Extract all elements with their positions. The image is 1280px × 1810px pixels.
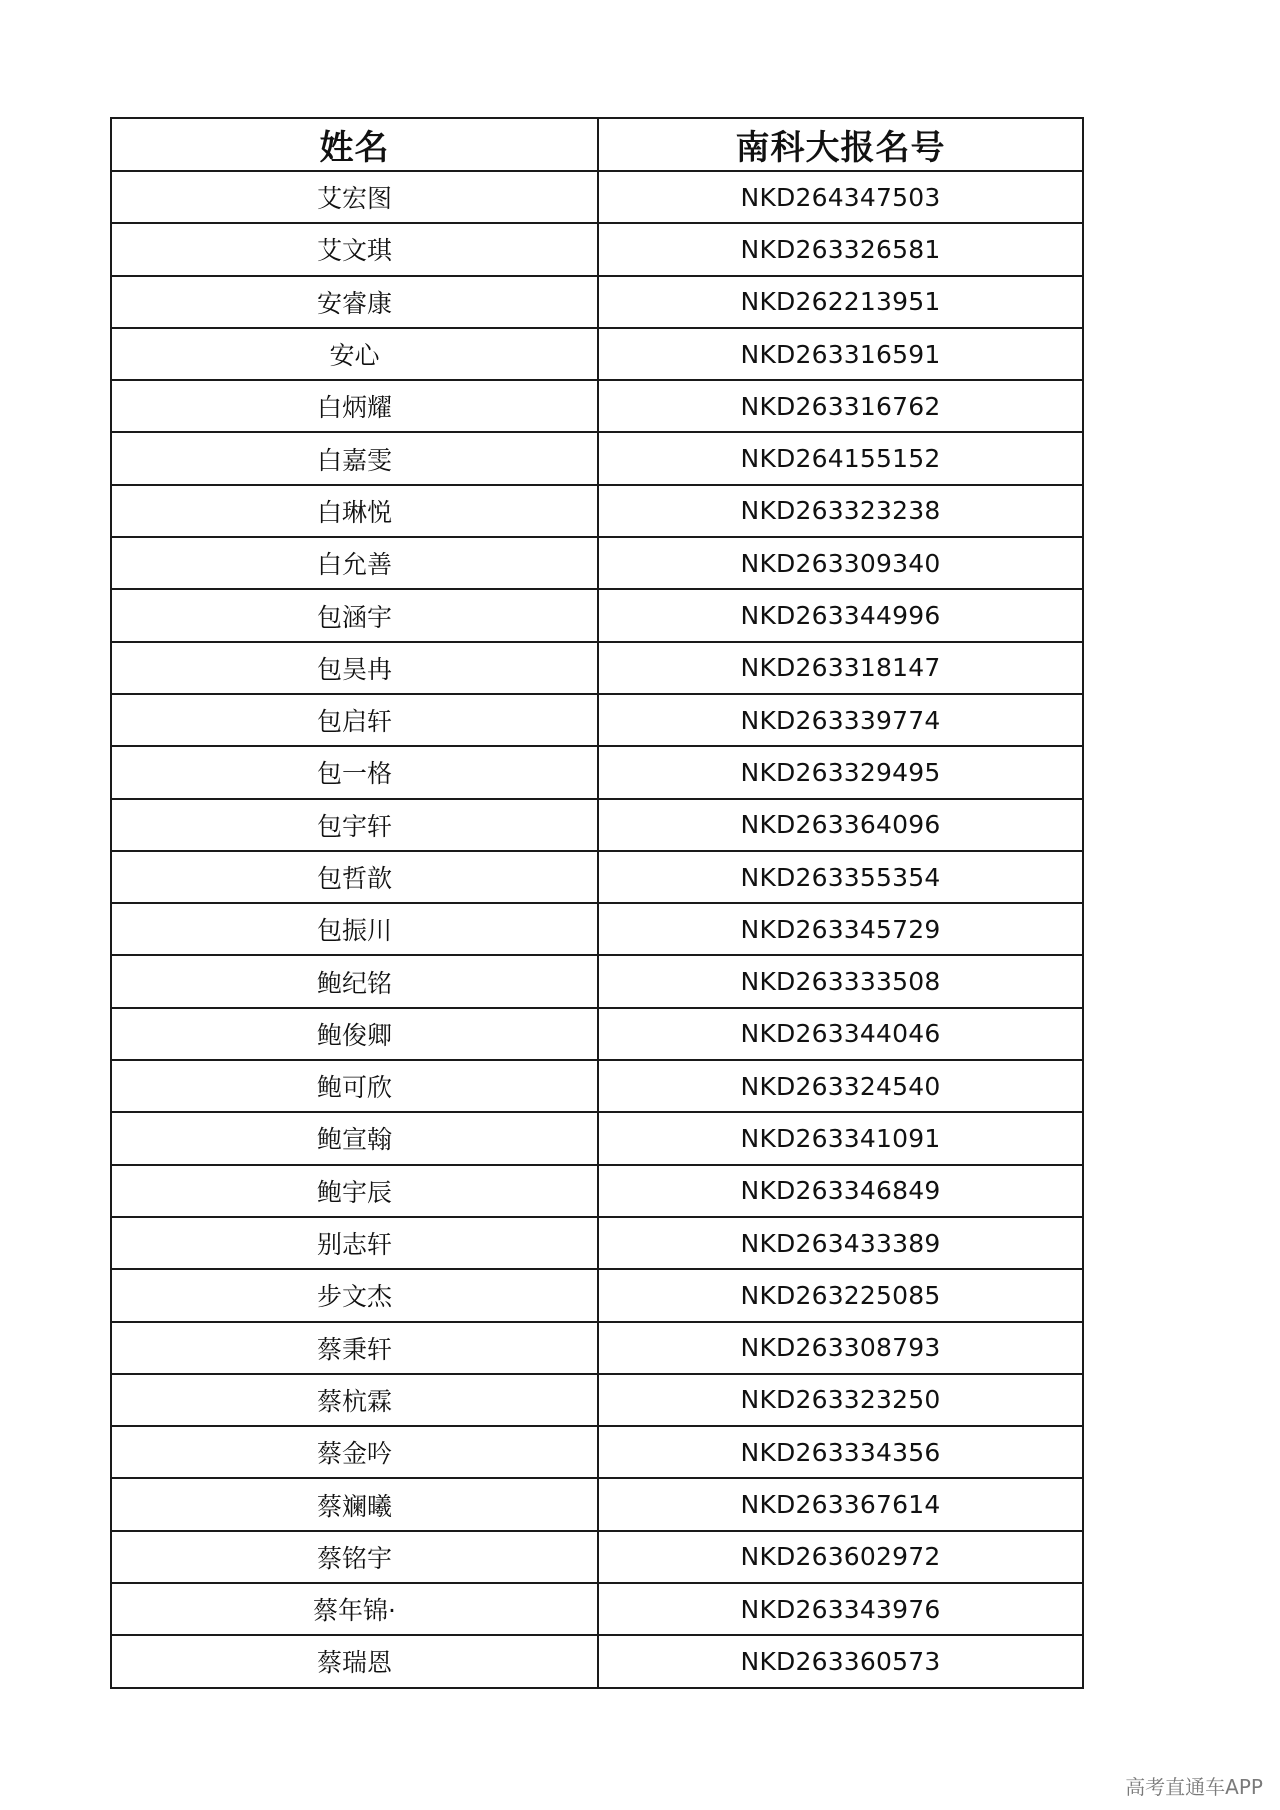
- table-row: [111, 1583, 1083, 1635]
- table-header-row: [111, 118, 1083, 171]
- registration-number-cell: NKD263324540: [598, 1060, 1083, 1112]
- registration-number-cell: NKD263341091: [598, 1112, 1083, 1164]
- registration-number-cell: NKD263334356: [598, 1426, 1083, 1478]
- registration-number-cell: NKD263344046: [598, 1008, 1083, 1060]
- table-row: [111, 276, 1083, 328]
- table-row: [111, 955, 1083, 1007]
- student-name-cell: 安睿康: [111, 276, 598, 328]
- registration-number-cell: NKD263433389: [598, 1217, 1083, 1269]
- table-row: [111, 1165, 1083, 1217]
- table-row: [111, 485, 1083, 537]
- registration-number-cell: NKD263355354: [598, 851, 1083, 903]
- registration-number-cell: NKD263343976: [598, 1583, 1083, 1635]
- registration-number-cell: NKD263333508: [598, 955, 1083, 1007]
- table-row: [111, 328, 1083, 380]
- registration-number-cell: NKD263323250: [598, 1374, 1083, 1426]
- student-name-cell: 包一格: [111, 746, 598, 798]
- student-name-cell: 蔡秉轩: [111, 1322, 598, 1374]
- table-row: [111, 903, 1083, 955]
- student-name-cell: 步文杰: [111, 1269, 598, 1321]
- registration-number-cell: NKD263367614: [598, 1478, 1083, 1530]
- student-name-cell: 包哲歆: [111, 851, 598, 903]
- student-name-cell: 安心: [111, 328, 598, 380]
- table-row: [111, 799, 1083, 851]
- registration-number-cell: NKD263339774: [598, 694, 1083, 746]
- registration-number-cell: NKD262213951: [598, 276, 1083, 328]
- table-row: [111, 851, 1083, 903]
- table-row: [111, 1374, 1083, 1426]
- registration-number-cell: NKD263323238: [598, 485, 1083, 537]
- student-name-cell: 艾宏图: [111, 171, 598, 223]
- registration-number-cell: NKD263308793: [598, 1322, 1083, 1374]
- registration-number-cell: NKD263316591: [598, 328, 1083, 380]
- student-name-cell: 白炳耀: [111, 380, 598, 432]
- student-name-cell: 白琳悦: [111, 485, 598, 537]
- table-row: [111, 1478, 1083, 1530]
- column-header-registration-number: 南科大报名号: [598, 118, 1083, 171]
- table-row: [111, 1060, 1083, 1112]
- student-name-cell: 鲍俊卿: [111, 1008, 598, 1060]
- student-name-cell: 鲍可欣: [111, 1060, 598, 1112]
- admission-roster-table: [110, 117, 1084, 1689]
- student-name-cell: 包昊冉: [111, 642, 598, 694]
- table-row: [111, 1112, 1083, 1164]
- student-name-cell: 蔡铭宇: [111, 1531, 598, 1583]
- registration-number-cell: NKD263318147: [598, 642, 1083, 694]
- table-row: [111, 1217, 1083, 1269]
- student-name-cell: 包振川: [111, 903, 598, 955]
- student-name-cell: 蔡金吟: [111, 1426, 598, 1478]
- table-row: [111, 642, 1083, 694]
- table-row: [111, 1531, 1083, 1583]
- table-row: [111, 694, 1083, 746]
- registration-number-cell: NKD263326581: [598, 223, 1083, 275]
- table-row: [111, 1635, 1083, 1687]
- student-name-cell: 别志轩: [111, 1217, 598, 1269]
- table-row: [111, 589, 1083, 641]
- registration-number-cell: NKD263344996: [598, 589, 1083, 641]
- table-row: [111, 1322, 1083, 1374]
- student-name-cell: 白嘉雯: [111, 432, 598, 484]
- watermark-text: 高考直通车APP: [1125, 1775, 1263, 1799]
- table-row: [111, 1269, 1083, 1321]
- student-name-cell: 包涵宇: [111, 589, 598, 641]
- registration-number-cell: NKD263316762: [598, 380, 1083, 432]
- student-name-cell: 蔡斓曦: [111, 1478, 598, 1530]
- table-row: [111, 746, 1083, 798]
- table-row: [111, 223, 1083, 275]
- registration-number-cell: NKD264155152: [598, 432, 1083, 484]
- student-name-cell: 蔡杭霖: [111, 1374, 598, 1426]
- student-name-cell: 艾文琪: [111, 223, 598, 275]
- table-row: [111, 380, 1083, 432]
- registration-number-cell: NKD263329495: [598, 746, 1083, 798]
- registration-number-cell: NKD263309340: [598, 537, 1083, 589]
- student-name-cell: 鲍宣翰: [111, 1112, 598, 1164]
- table-row: [111, 1008, 1083, 1060]
- registration-number-cell: NKD263602972: [598, 1531, 1083, 1583]
- table-row: [111, 537, 1083, 589]
- student-name-cell: 白允善: [111, 537, 598, 589]
- table-row: [111, 1426, 1083, 1478]
- registration-number-cell: NKD263225085: [598, 1269, 1083, 1321]
- table-row: [111, 432, 1083, 484]
- table-body: [111, 171, 1083, 1688]
- table-row: [111, 171, 1083, 223]
- registration-number-cell: NKD264347503: [598, 171, 1083, 223]
- column-header-name: 姓名: [111, 118, 598, 171]
- registration-number-cell: NKD263346849: [598, 1165, 1083, 1217]
- registration-number-cell: NKD263345729: [598, 903, 1083, 955]
- student-name-cell: 蔡瑞恩: [111, 1635, 598, 1687]
- student-name-cell: 鲍纪铭: [111, 955, 598, 1007]
- student-name-cell: 包启轩: [111, 694, 598, 746]
- student-name-cell: 鲍宇辰: [111, 1165, 598, 1217]
- registration-number-cell: NKD263364096: [598, 799, 1083, 851]
- student-name-cell: 蔡年锦·: [111, 1583, 598, 1635]
- student-name-cell: 包宇轩: [111, 799, 598, 851]
- registration-number-cell: NKD263360573: [598, 1635, 1083, 1687]
